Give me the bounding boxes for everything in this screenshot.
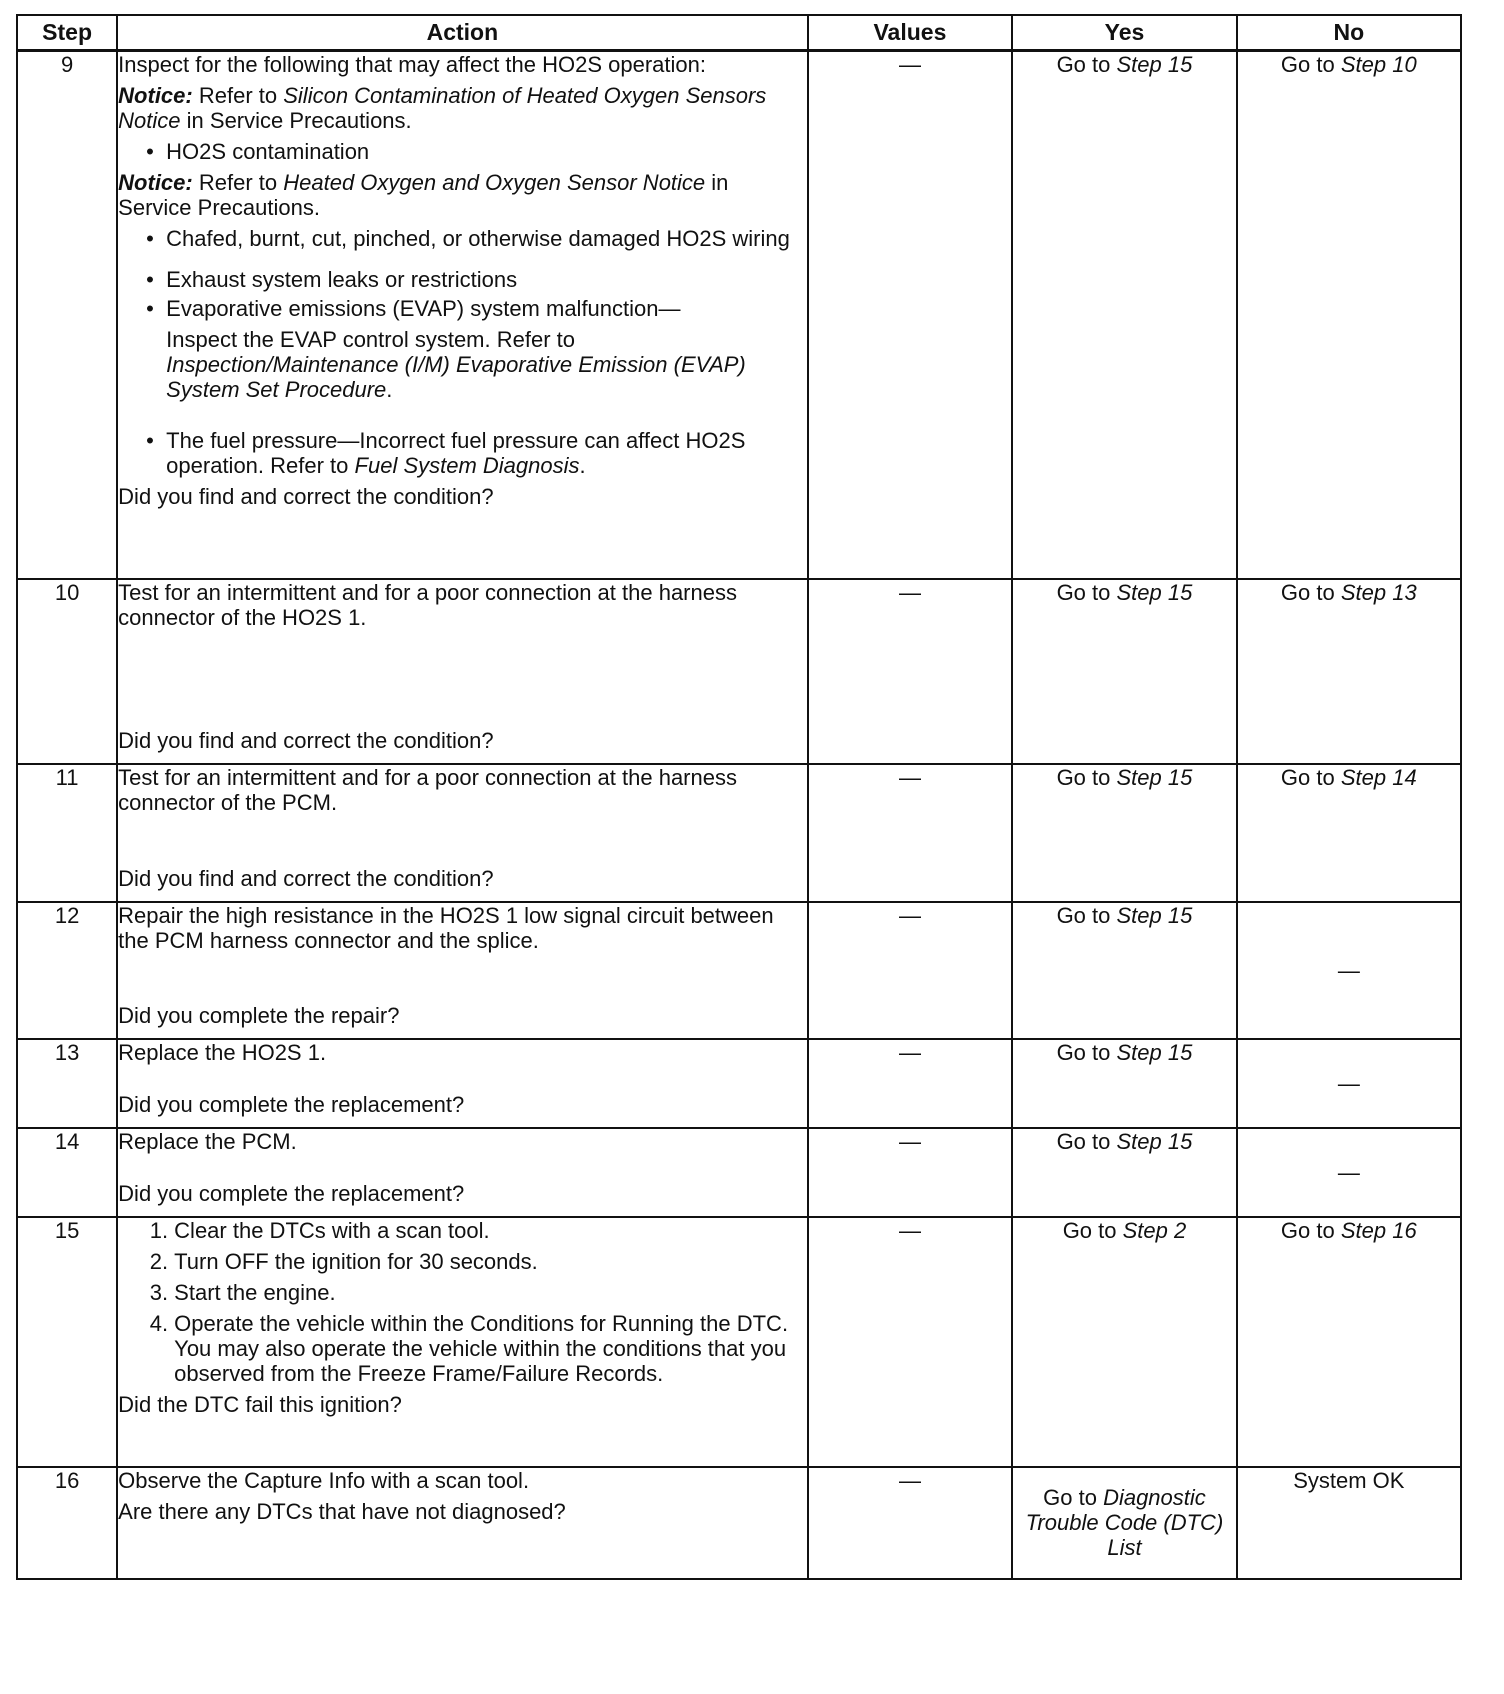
values-cell: — (808, 1467, 1013, 1579)
values-cell: — (808, 902, 1013, 1039)
go-to-label: Go to (1056, 579, 1111, 605)
yes-cell (1012, 1217, 1236, 1467)
action-cell (117, 902, 807, 1039)
table-row-step-15 (17, 1217, 1461, 1467)
list-item: 3. Start the engine. (174, 1280, 806, 1305)
action-cell (117, 1039, 807, 1128)
yes-cell (1012, 1039, 1236, 1128)
action-cell (117, 51, 807, 579)
notice-text (118, 170, 806, 220)
diagnostic-table (16, 14, 1462, 1580)
no-step-link: Step 14 (1340, 764, 1417, 790)
list-item: • The fuel pressure—Incorrect fuel pressure can affect HO2S operation. Refer to Fuel System Diagnosis. (166, 428, 806, 478)
yes-cell (1012, 579, 1236, 764)
yes-cell (1012, 764, 1236, 902)
action-text: Test for an intermittent and for a poor connection at the harness connector of the PCM. (118, 764, 737, 815)
table-row-step-11 (17, 764, 1461, 902)
notice-suffix: in Service Precautions. (186, 108, 412, 133)
table-row-step-10 (17, 579, 1461, 764)
yes-step-link: Step 15 (1116, 1039, 1193, 1065)
notice-label: Notice: (118, 83, 193, 108)
go-to-label: Go to (1056, 764, 1111, 790)
action-cell (117, 764, 807, 902)
no-cell (1237, 1217, 1461, 1467)
no-cell (1237, 51, 1461, 579)
action-cell (117, 579, 807, 764)
step-number: 14 (17, 1128, 117, 1217)
bullet-list (118, 226, 806, 321)
no-cell: System OK (1237, 1467, 1461, 1579)
step-number: 11 (17, 764, 117, 902)
numbered-list (118, 1218, 806, 1386)
go-to-label: Go to (1056, 1039, 1111, 1065)
table-row-step-13 (17, 1039, 1461, 1128)
header-step: Step (17, 15, 117, 51)
table-header-row (17, 15, 1461, 51)
header-yes: Yes (1012, 15, 1236, 51)
list-item: • HO2S contamination (166, 139, 806, 164)
list-item-text: The fuel pressure—Incorrect fuel pressure can affect HO2S operation. Refer to (166, 428, 746, 478)
notice-reference: Silicon Contamination of Heated Oxygen Sensors Notice (118, 83, 767, 133)
question-text: Did you complete the repair? (118, 1002, 400, 1028)
question-text: Did you find and correct the condition? (118, 727, 494, 753)
step-number: 10 (17, 579, 117, 764)
table-row-step-12 (17, 902, 1461, 1039)
sub-instruction: Inspect the EVAP control system. Refer to Inspection/Maintenance (I/M) Evaporative Emission (EVAP) System Set Procedure. (166, 327, 746, 402)
values-cell: — (808, 51, 1013, 579)
header-action: Action (117, 15, 807, 51)
yes-reference: Diagnostic Trouble Code (DTC) List (1025, 1485, 1224, 1560)
table-row-step-16 (17, 1467, 1461, 1579)
action-cell (117, 1128, 807, 1217)
values-cell: — (808, 1128, 1013, 1217)
question-text: Did the DTC fail this ignition? (118, 1391, 402, 1417)
question-text: Did you find and correct the condition? (118, 484, 494, 509)
action-text: Inspect for the following that may affect the HO2S operation: (118, 52, 706, 77)
list-item: 1. Clear the DTCs with a scan tool. (174, 1218, 806, 1243)
go-to-label: Go to (1056, 1128, 1111, 1154)
yes-cell (1012, 51, 1236, 579)
yes-cell (1012, 1128, 1236, 1217)
values-cell: — (808, 764, 1013, 902)
step-number: 15 (17, 1217, 117, 1467)
no-cell (1237, 579, 1461, 764)
yes-step-link: Step 15 (1116, 764, 1193, 790)
procedure-reference: Inspection/Maintenance (I/M) Evaporative Emission (EVAP) System Set Procedure (166, 352, 746, 402)
notice-prefix: Refer to (198, 83, 278, 108)
notice-suffix: in Service Precautions. (118, 170, 729, 220)
go-to-label: Go to (1280, 52, 1335, 77)
table-row-step-9 (17, 51, 1461, 579)
procedure-reference: Fuel System Diagnosis (354, 453, 580, 478)
values-cell: — (808, 1039, 1013, 1128)
no-step-link: Step 16 (1340, 1217, 1417, 1243)
action-text: Replace the HO2S 1. (118, 1039, 327, 1065)
sub-instruction-text: Inspect the EVAP control system. Refer to (166, 327, 575, 352)
list-item: 2. Turn OFF the ignition for 30 seconds. (174, 1249, 806, 1274)
no-cell (1237, 764, 1461, 902)
values-cell: — (808, 1217, 1013, 1467)
go-to-label: Go to (1280, 579, 1335, 605)
no-cell: — (1237, 1039, 1461, 1128)
yes-cell (1012, 1467, 1236, 1579)
list-item: • Evaporative emissions (EVAP) system malfunction— (166, 296, 806, 321)
bullet-list (118, 428, 806, 478)
action-text: Test for an intermittent and for a poor connection at the harness connector of the HO2S 1. (118, 579, 737, 630)
action-text: Replace the PCM. (118, 1128, 297, 1154)
question-text: Did you complete the replacement? (118, 1091, 465, 1117)
notice-reference: Heated Oxygen and Oxygen Sensor Notice (283, 170, 706, 195)
question-text: Did you find and correct the condition? (118, 865, 494, 891)
diagnostic-table-page (16, 14, 1462, 1580)
yes-cell (1012, 902, 1236, 1039)
no-cell: — (1237, 1128, 1461, 1217)
action-cell (117, 1217, 807, 1467)
yes-step-link: Step 2 (1122, 1217, 1187, 1243)
step-number: 12 (17, 902, 117, 1039)
action-text: Observe the Capture Info with a scan tool. (118, 1467, 530, 1493)
yes-step-link: Step 15 (1116, 52, 1193, 77)
yes-step-link: Step 15 (1116, 1128, 1193, 1154)
question-text: Are there any DTCs that have not diagnosed? (118, 1498, 566, 1524)
go-to-label: Go to (1280, 764, 1335, 790)
go-to-label: Go to (1056, 52, 1111, 77)
question-text: Did you complete the replacement? (118, 1180, 465, 1206)
list-item: 4. Operate the vehicle within the Conditions for Running the DTC. You may also operate the vehicle within the conditions that you observed from the Freeze Frame/Failure Records. (174, 1311, 806, 1386)
step-number: 16 (17, 1467, 117, 1579)
go-to-label: Go to (1043, 1485, 1097, 1510)
step-number: 9 (17, 51, 117, 579)
table-row-step-14 (17, 1128, 1461, 1217)
bullet-list (118, 139, 806, 164)
go-to-label: Go to (1280, 1217, 1335, 1243)
no-step-link: Step 10 (1340, 52, 1417, 77)
header-values: Values (808, 15, 1013, 51)
yes-step-link: Step 15 (1116, 902, 1193, 928)
notice-text (118, 83, 806, 133)
notice-prefix: Refer to (198, 170, 278, 195)
no-step-link: Step 13 (1340, 579, 1417, 605)
no-cell: — (1237, 902, 1461, 1039)
step-number: 13 (17, 1039, 117, 1128)
go-to-label: Go to (1056, 902, 1111, 928)
list-item: • Exhaust system leaks or restrictions (166, 267, 806, 292)
action-text: Repair the high resistance in the HO2S 1 low signal circuit between the PCM harness connector and the splice. (118, 902, 774, 953)
yes-step-link: Step 15 (1116, 579, 1193, 605)
header-no: No (1237, 15, 1461, 51)
values-cell: — (808, 579, 1013, 764)
notice-label: Notice: (118, 170, 193, 195)
go-to-label: Go to (1062, 1217, 1117, 1243)
list-item: • Chafed, burnt, cut, pinched, or otherwise damaged HO2S wiring (166, 226, 806, 251)
action-cell (117, 1467, 807, 1579)
